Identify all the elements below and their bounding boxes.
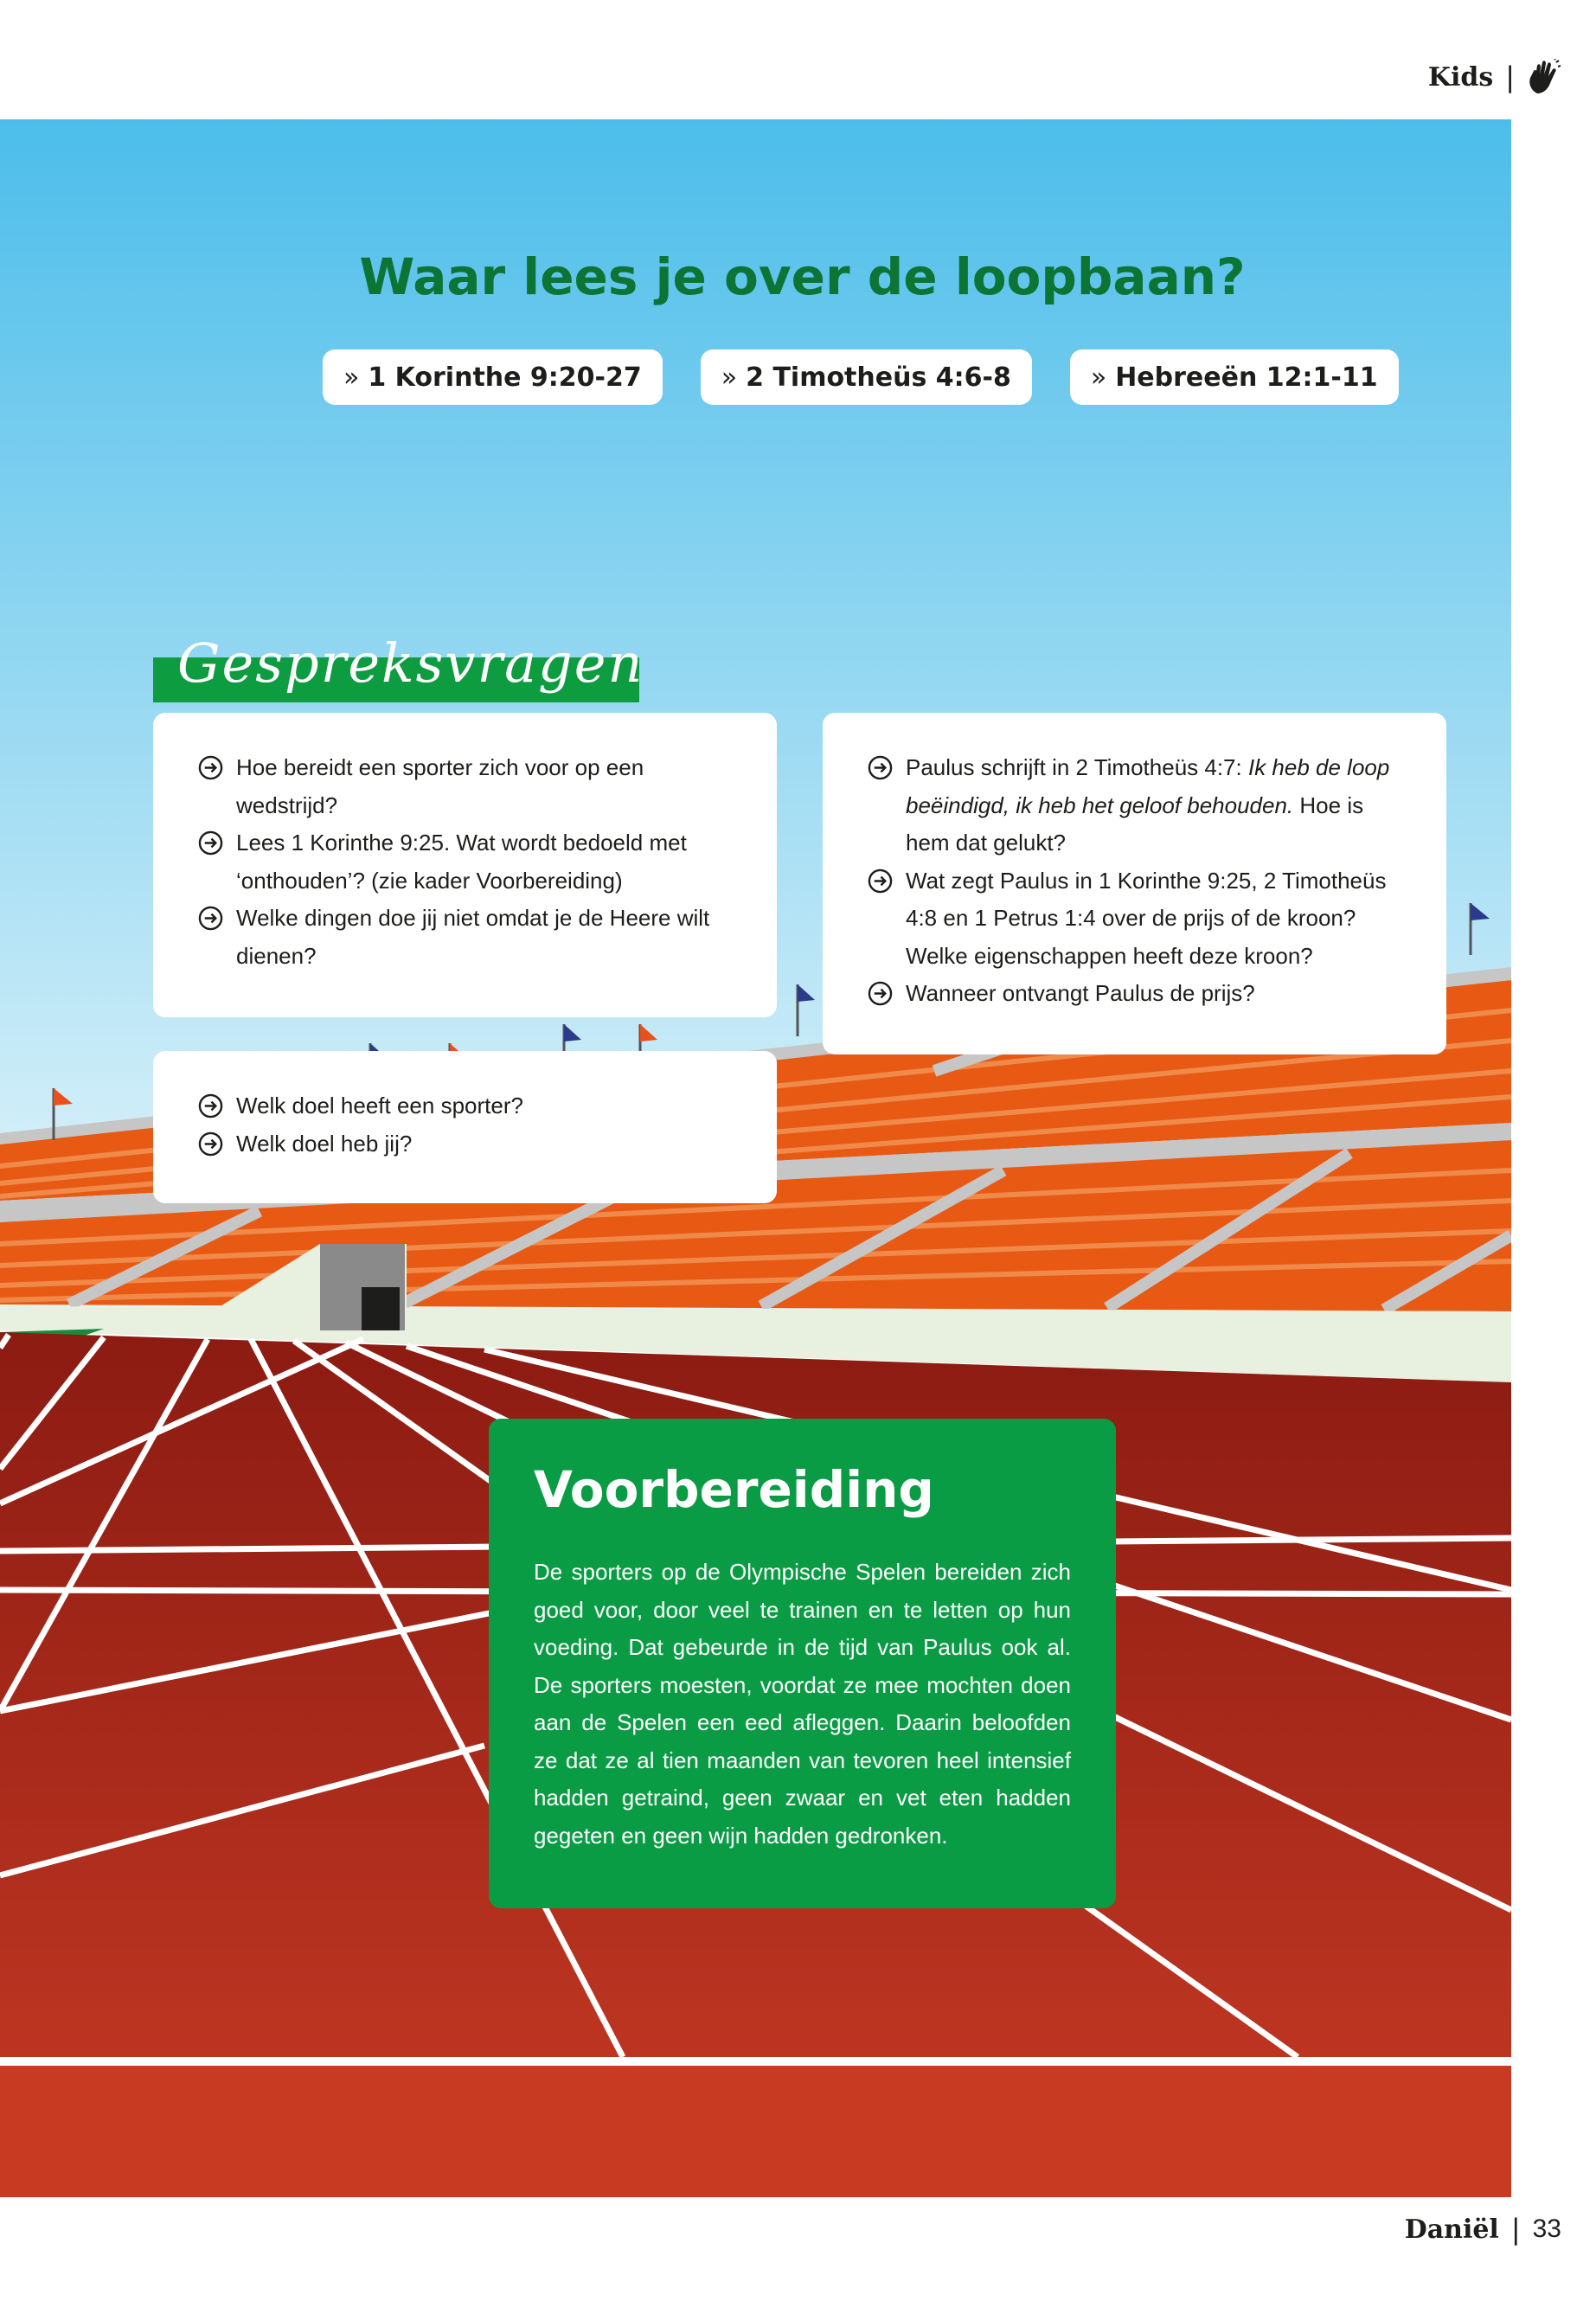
header-section <box>1428 57 1561 97</box>
header-separator: | <box>1505 61 1515 93</box>
question-text: Welk doel heb jij? <box>236 1130 413 1157</box>
question-item <box>198 1125 742 1163</box>
arrow-circle-icon <box>198 1093 223 1118</box>
section-label: Kids <box>1427 61 1494 93</box>
heading-label: Gespreksvragen <box>177 631 644 695</box>
bible-quote: Ik heb de loop beëindigd, ik heb het geloof behouden. <box>906 754 1390 818</box>
question-text: Hoe is hem dat gelukt? <box>906 792 1364 856</box>
page-title: Waar lees je over de loopbaan? <box>359 247 1246 306</box>
stadium-scene <box>0 119 1511 2197</box>
voorbereiding-box <box>489 1419 1116 1908</box>
voorbereiding-text: De sporters op de Olympische Spelen bereiden zich goed voor, door veel te trainen en te letten op hun voeding. Dat gebeurde in de tijd van Paulus ook al. De sporters moesten, voordat ze mee mochten doen aan de Spelen een eed afleggen. Daarin beloofden ze dat ze al tien maanden van tevoren heel intensief hadden getraind, geen zwaar en vet eten hadden gegeten en geen wijn hadden gedronken. <box>534 1559 1071 1849</box>
question-text: Hoe bereidt een sporter zich voor op een wedstrijd? <box>236 754 644 818</box>
reference-text: 2 Timotheüs 4:6-8 <box>746 362 1011 393</box>
question-card-2 <box>823 713 1446 1054</box>
question-text: Wanneer ontvangt Paulus de prijs? <box>906 980 1255 1006</box>
question-text: Welk doel heeft een sporter? <box>236 1093 523 1118</box>
arrow-circle-icon <box>868 755 893 780</box>
question-item <box>868 862 1412 976</box>
reference-chip <box>1070 349 1399 405</box>
page-footer <box>1405 2213 1561 2246</box>
reference-marker: » <box>721 362 738 393</box>
reference-marker: » <box>343 362 360 393</box>
reference-chip <box>323 349 663 405</box>
arrow-circle-icon <box>198 755 223 780</box>
reference-marker: » <box>1090 362 1107 393</box>
reference-text: 1 Korinthe 9:20-27 <box>368 362 642 393</box>
question-item <box>868 749 1412 862</box>
question-item <box>868 975 1412 1013</box>
question-item <box>198 749 742 824</box>
hand-icon <box>1527 59 1561 95</box>
footer-separator: | <box>1510 2213 1521 2246</box>
magazine-name: Daniël <box>1404 2214 1499 2245</box>
question-item <box>198 824 742 900</box>
reference-text: Hebreeën 12:1-11 <box>1115 362 1378 393</box>
arrow-circle-icon <box>868 868 893 894</box>
question-text: Lees 1 Korinthe 9:25. Wat wordt bedoeld met ‘onthouden’? (zie kader Voorbereiding) <box>236 830 687 894</box>
reference-list <box>323 349 1399 405</box>
arrow-circle-icon <box>198 1131 223 1157</box>
question-text: Wat zegt Paulus in 1 Korinthe 9:25, 2 Timotheüs 4:8 en 1 Petrus 1:4 over de prijs of de kroon? Welke eigenschappen heeft deze kroon? <box>906 867 1387 969</box>
gespreksvragen-heading <box>153 631 644 699</box>
question-text: Paulus schrijft in 2 Timotheüs 4:7: <box>906 754 1248 780</box>
question-text: Welke dingen doe jij niet omdat je de Heere wilt dienen? <box>236 905 710 969</box>
question-item <box>198 1087 742 1125</box>
question-card-1 <box>153 713 777 1017</box>
question-item <box>198 900 742 975</box>
arrow-circle-icon <box>198 906 223 931</box>
voorbereiding-heading: Voorbereiding <box>534 1460 934 1519</box>
arrow-circle-icon <box>198 830 223 856</box>
reference-chip <box>701 349 1032 405</box>
question-card-3 <box>153 1051 777 1203</box>
arrow-circle-icon <box>868 981 893 1006</box>
page-number: 33 <box>1532 2214 1561 2243</box>
